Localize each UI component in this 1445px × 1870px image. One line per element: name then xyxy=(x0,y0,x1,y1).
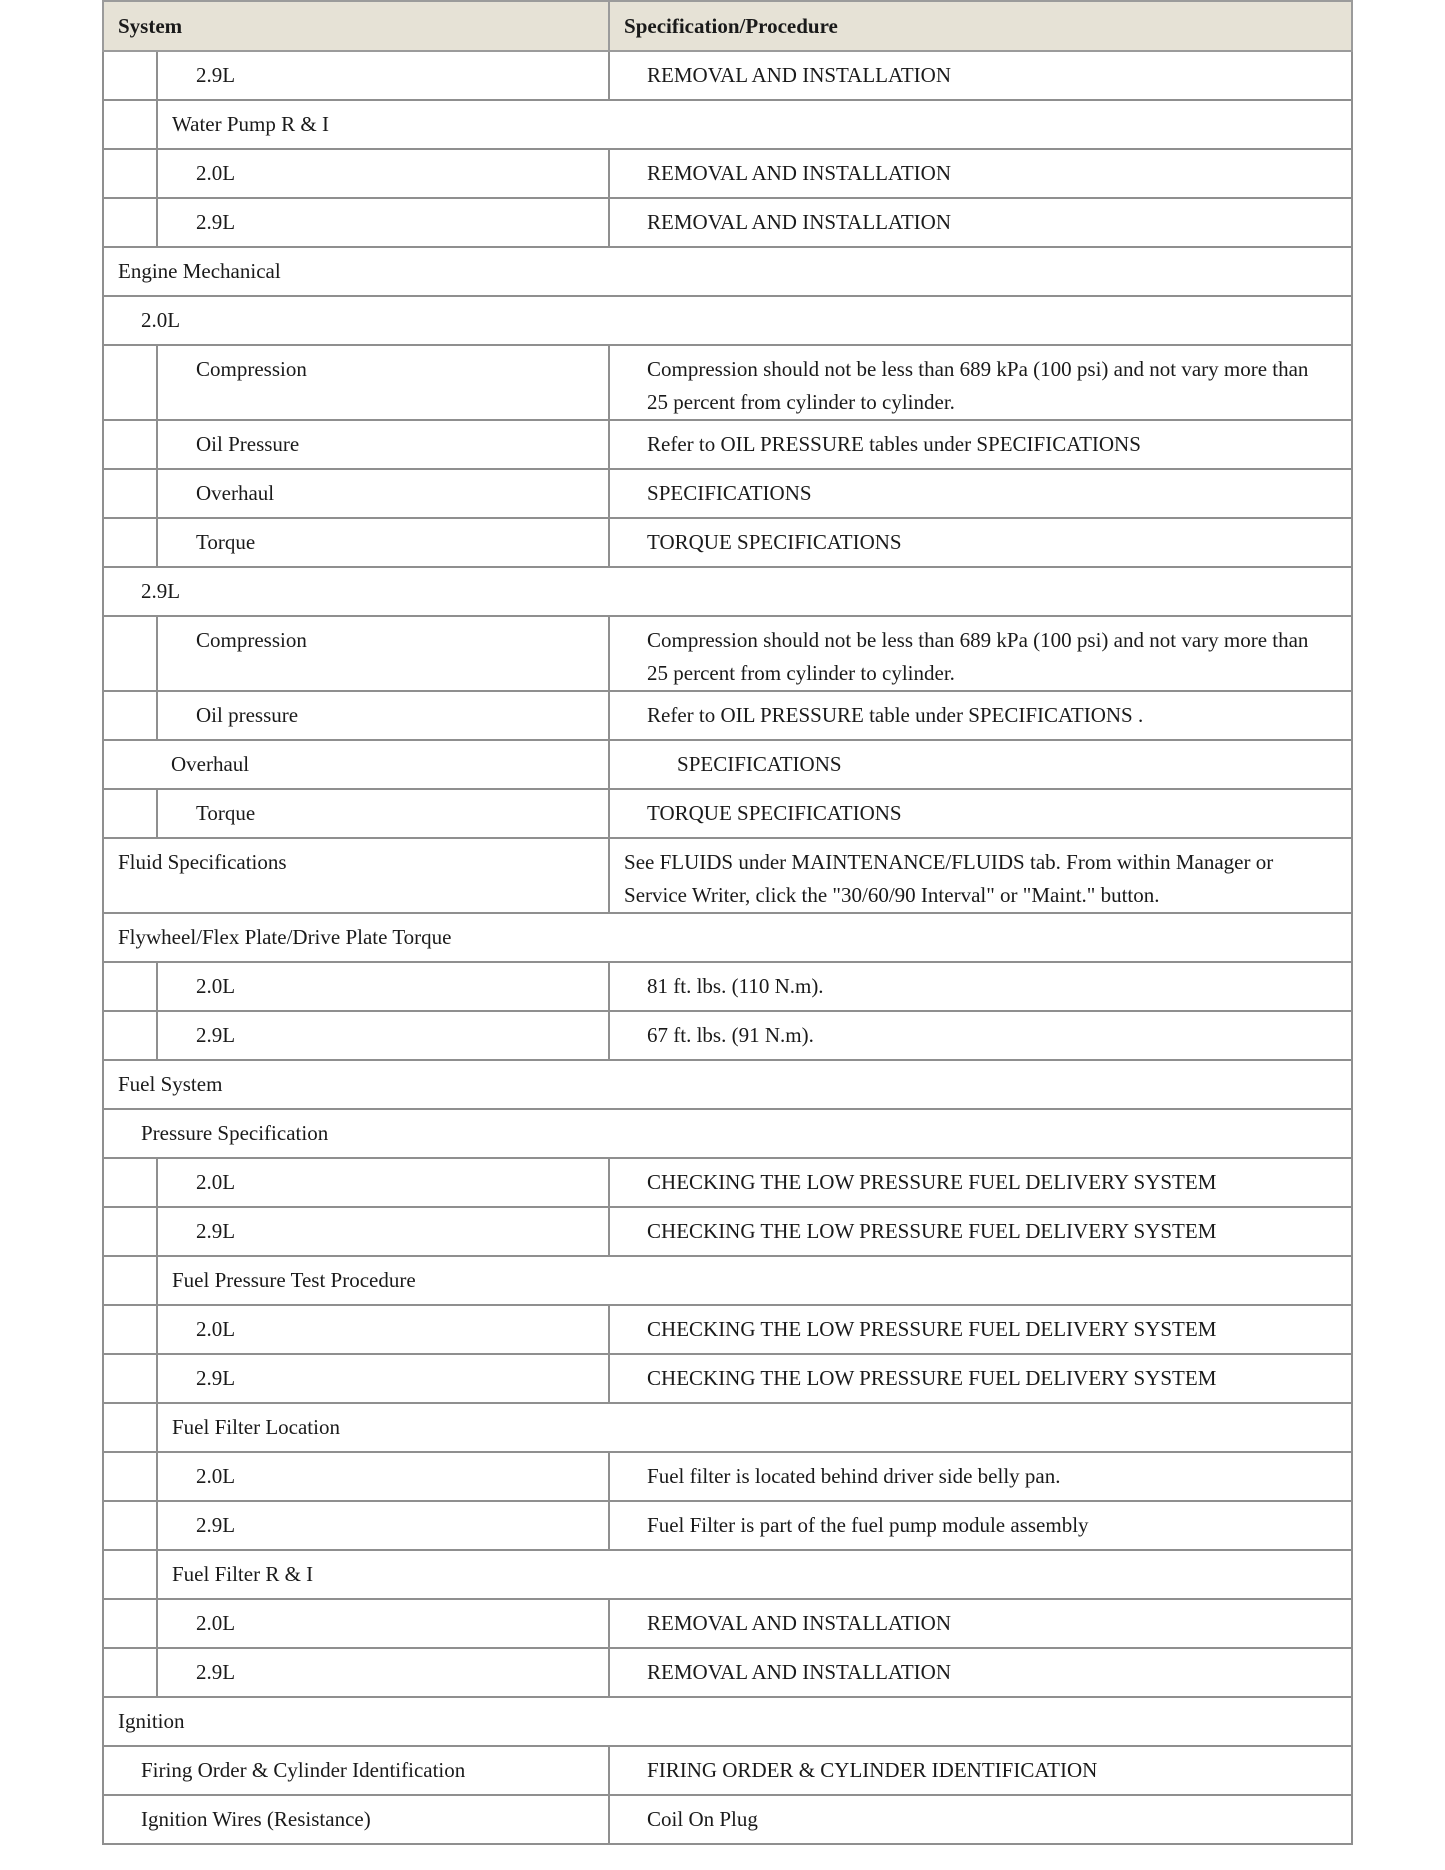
spec-text: Fuel filter is located behind driver side belly pan. xyxy=(647,1464,1061,1488)
system-label: Oil pressure xyxy=(196,703,299,727)
spec-cell[interactable] xyxy=(609,420,1352,469)
table-row xyxy=(103,345,1352,420)
indent-gutter xyxy=(103,1403,157,1452)
system-label: Oil Pressure xyxy=(196,432,300,456)
spec-cell xyxy=(609,962,1352,1011)
spec-link[interactable]: REMOVAL AND INSTALLATION xyxy=(647,161,951,185)
system-cell xyxy=(157,1354,609,1403)
indent-gutter xyxy=(103,51,157,100)
table-row xyxy=(103,567,1352,616)
system-label: 2.0L xyxy=(196,161,236,185)
section-cell xyxy=(103,1060,1352,1109)
table-row xyxy=(103,1305,1352,1354)
table-row xyxy=(103,469,1352,518)
table-row xyxy=(103,1697,1352,1746)
indent-gutter xyxy=(103,1207,157,1256)
spec-link[interactable]: FIRING ORDER & CYLINDER IDENTIFICATION xyxy=(647,1758,1098,1782)
indent-gutter xyxy=(103,1452,157,1501)
section-cell xyxy=(103,296,1352,345)
table-row xyxy=(103,1599,1352,1648)
indent-gutter xyxy=(103,1501,157,1550)
system-label: 2.0L xyxy=(196,1170,236,1194)
spec-link[interactable]: REMOVAL AND INSTALLATION xyxy=(647,1660,951,1684)
spec-cell[interactable] xyxy=(609,149,1352,198)
table-row xyxy=(103,100,1352,149)
system-cell xyxy=(157,149,609,198)
table-row xyxy=(103,1746,1352,1795)
subsection-label: 2.0L xyxy=(141,308,181,332)
spec-cell[interactable] xyxy=(609,1354,1352,1403)
system-label: 2.9L xyxy=(196,1023,236,1047)
subsection-cell xyxy=(157,1403,1352,1452)
spec-cell[interactable] xyxy=(609,1648,1352,1697)
table-row xyxy=(103,296,1352,345)
table-row xyxy=(103,616,1352,691)
spec-cell[interactable] xyxy=(609,1599,1352,1648)
spec-cell[interactable] xyxy=(609,1207,1352,1256)
system-cell xyxy=(157,198,609,247)
system-cell xyxy=(103,740,609,789)
indent-gutter xyxy=(103,1011,157,1060)
system-cell xyxy=(103,838,609,913)
indent-gutter xyxy=(103,420,157,469)
section-cell xyxy=(103,1697,1352,1746)
spec-cell xyxy=(609,1452,1352,1501)
section-label: Ignition xyxy=(118,1709,185,1733)
system-cell xyxy=(157,691,609,740)
table-row xyxy=(103,1060,1352,1109)
spec-text: 67 ft. lbs. (91 N.m). xyxy=(647,1023,814,1047)
table-row xyxy=(103,1207,1352,1256)
spec-cell xyxy=(609,345,1352,420)
system-label: Ignition Wires (Resistance) xyxy=(141,1807,371,1831)
table-row xyxy=(103,1795,1352,1844)
system-cell xyxy=(157,1158,609,1207)
system-label: Overhaul xyxy=(171,752,250,776)
spec-link[interactable]: TORQUE SPECIFICATIONS xyxy=(647,530,902,554)
spec-cell[interactable] xyxy=(609,691,1352,740)
table-row xyxy=(103,420,1352,469)
spec-link[interactable]: REMOVAL AND INSTALLATION xyxy=(647,1611,951,1635)
spec-link[interactable]: CHECKING THE LOW PRESSURE FUEL DELIVERY SYSTEM xyxy=(647,1317,1217,1341)
spec-cell[interactable] xyxy=(609,1746,1352,1795)
subsection-label: Fuel Filter Location xyxy=(172,1415,340,1439)
spec-link[interactable]: TORQUE SPECIFICATIONS xyxy=(647,801,902,825)
spec-cell[interactable] xyxy=(609,469,1352,518)
system-label: 2.9L xyxy=(196,63,236,87)
system-cell xyxy=(157,1452,609,1501)
system-cell xyxy=(157,469,609,518)
spec-text: Compression should not be less than 689 kPa (100 psi) and not vary more than 25 percent from cylinder to cylinder. xyxy=(647,357,1309,414)
subsection-cell xyxy=(157,1256,1352,1305)
system-cell xyxy=(157,1305,609,1354)
spec-link[interactable]: Refer to OIL PRESSURE tables under SPECIFICATIONS xyxy=(647,432,1141,456)
section-label: Fuel System xyxy=(118,1072,223,1096)
table-row xyxy=(103,247,1352,296)
system-label: 2.9L xyxy=(196,1660,236,1684)
specification-table xyxy=(102,0,1353,1845)
indent-gutter xyxy=(103,1158,157,1207)
system-cell xyxy=(157,1501,609,1550)
indent-gutter xyxy=(103,1550,157,1599)
section-cell xyxy=(103,567,1352,616)
spec-link[interactable]: CHECKING THE LOW PRESSURE FUEL DELIVERY SYSTEM xyxy=(647,1366,1217,1390)
table-row xyxy=(103,1403,1352,1452)
spec-cell[interactable] xyxy=(609,51,1352,100)
system-label: 2.0L xyxy=(196,974,236,998)
system-label: Fluid Specifications xyxy=(118,850,287,874)
spec-cell xyxy=(609,1011,1352,1060)
spec-text: Coil On Plug xyxy=(647,1807,758,1831)
subsection-label: Water Pump R & I xyxy=(172,112,329,136)
spec-cell xyxy=(609,1795,1352,1844)
system-label: 2.0L xyxy=(196,1611,236,1635)
system-label: 2.0L xyxy=(196,1317,236,1341)
spec-link[interactable]: SPECIFICATIONS xyxy=(647,481,812,505)
header-specification-procedure: Specification/Procedure xyxy=(609,1,1352,51)
table-row xyxy=(103,198,1352,247)
system-label: 2.9L xyxy=(196,1366,236,1390)
system-cell xyxy=(157,51,609,100)
spec-text: Fuel Filter is part of the fuel pump module assembly xyxy=(647,1513,1089,1537)
subsection-cell xyxy=(157,100,1352,149)
system-label: Compression xyxy=(196,357,307,381)
header-system: System xyxy=(103,1,609,51)
indent-gutter xyxy=(103,345,157,420)
table-row xyxy=(103,962,1352,1011)
indent-gutter xyxy=(103,1354,157,1403)
spec-cell[interactable] xyxy=(609,518,1352,567)
spec-cell xyxy=(609,616,1352,691)
table-row xyxy=(103,691,1352,740)
system-cell xyxy=(157,420,609,469)
table-row xyxy=(103,789,1352,838)
system-cell xyxy=(157,518,609,567)
system-label: 2.9L xyxy=(196,1513,236,1537)
indent-gutter xyxy=(103,789,157,838)
spec-cell[interactable] xyxy=(609,1158,1352,1207)
system-cell xyxy=(157,789,609,838)
table-row xyxy=(103,1109,1352,1158)
table-row xyxy=(103,149,1352,198)
subsection-label: Pressure Specification xyxy=(141,1121,329,1145)
subsection-label: Fuel Pressure Test Procedure xyxy=(172,1268,416,1292)
spec-link[interactable]: REMOVAL AND INSTALLATION xyxy=(647,210,951,234)
spec-text: 81 ft. lbs. (110 N.m). xyxy=(647,974,824,998)
indent-gutter xyxy=(103,1256,157,1305)
table-row xyxy=(103,1550,1352,1599)
indent-gutter xyxy=(103,198,157,247)
spec-link[interactable]: CHECKING THE LOW PRESSURE FUEL DELIVERY SYSTEM xyxy=(647,1219,1217,1243)
system-cell xyxy=(157,1011,609,1060)
table-row xyxy=(103,1011,1352,1060)
system-cell xyxy=(157,616,609,691)
spec-link[interactable]: CHECKING THE LOW PRESSURE FUEL DELIVERY SYSTEM xyxy=(647,1170,1217,1194)
system-cell xyxy=(103,1795,609,1844)
spec-text: See FLUIDS under MAINTENANCE/FLUIDS tab. From within Manager or Service Writer, click the "30/60/90 Interval" or "Maint." button. xyxy=(624,850,1274,907)
system-label: Overhaul xyxy=(196,481,275,505)
spec-cell xyxy=(609,838,1352,913)
system-label: 2.9L xyxy=(196,210,236,234)
table-row xyxy=(103,51,1352,100)
table-row xyxy=(103,913,1352,962)
spec-cell[interactable] xyxy=(609,740,1352,789)
table-row xyxy=(103,1256,1352,1305)
indent-gutter xyxy=(103,469,157,518)
table-row xyxy=(103,740,1352,789)
system-label: Compression xyxy=(196,628,307,652)
system-cell xyxy=(157,962,609,1011)
system-label: Torque xyxy=(196,801,256,825)
section-label: Engine Mechanical xyxy=(118,259,281,283)
table-header-row xyxy=(103,1,1352,51)
system-cell xyxy=(157,1648,609,1697)
system-cell xyxy=(157,345,609,420)
indent-gutter xyxy=(103,149,157,198)
system-label: Firing Order & Cylinder Identification xyxy=(141,1758,466,1782)
system-cell xyxy=(157,1207,609,1256)
table-row xyxy=(103,838,1352,913)
indent-gutter xyxy=(103,1599,157,1648)
table-row xyxy=(103,1501,1352,1550)
table-row xyxy=(103,1648,1352,1697)
subsection-label: Fuel Filter R & I xyxy=(172,1562,314,1586)
spec-cell xyxy=(609,1501,1352,1550)
indent-gutter xyxy=(103,518,157,567)
table-row xyxy=(103,518,1352,567)
system-label: 2.0L xyxy=(196,1464,236,1488)
section-cell xyxy=(103,913,1352,962)
table-row xyxy=(103,1158,1352,1207)
section-cell xyxy=(103,247,1352,296)
section-label: Flywheel/Flex Plate/Drive Plate Torque xyxy=(118,925,452,949)
indent-gutter xyxy=(103,962,157,1011)
subsection-cell xyxy=(157,1550,1352,1599)
indent-gutter xyxy=(103,100,157,149)
system-cell xyxy=(103,1746,609,1795)
subsection-label: 2.9L xyxy=(141,579,181,603)
spec-link[interactable]: Refer to OIL PRESSURE table under SPECIFICATIONS . xyxy=(647,703,1144,727)
section-cell xyxy=(103,1109,1352,1158)
spec-text: Compression should not be less than 689 kPa (100 psi) and not vary more than 25 percent from cylinder to cylinder. xyxy=(647,628,1309,685)
indent-gutter xyxy=(103,1648,157,1697)
system-label: 2.9L xyxy=(196,1219,236,1243)
indent-gutter xyxy=(103,616,157,691)
system-cell xyxy=(157,1599,609,1648)
indent-gutter xyxy=(103,691,157,740)
spec-link[interactable]: SPECIFICATIONS xyxy=(677,752,842,776)
table-row xyxy=(103,1452,1352,1501)
spec-cell[interactable] xyxy=(609,1305,1352,1354)
spec-link[interactable]: REMOVAL AND INSTALLATION xyxy=(647,63,951,87)
indent-gutter xyxy=(103,1305,157,1354)
system-label: Torque xyxy=(196,530,256,554)
spec-cell[interactable] xyxy=(609,198,1352,247)
spec-cell[interactable] xyxy=(609,789,1352,838)
table-row xyxy=(103,1354,1352,1403)
